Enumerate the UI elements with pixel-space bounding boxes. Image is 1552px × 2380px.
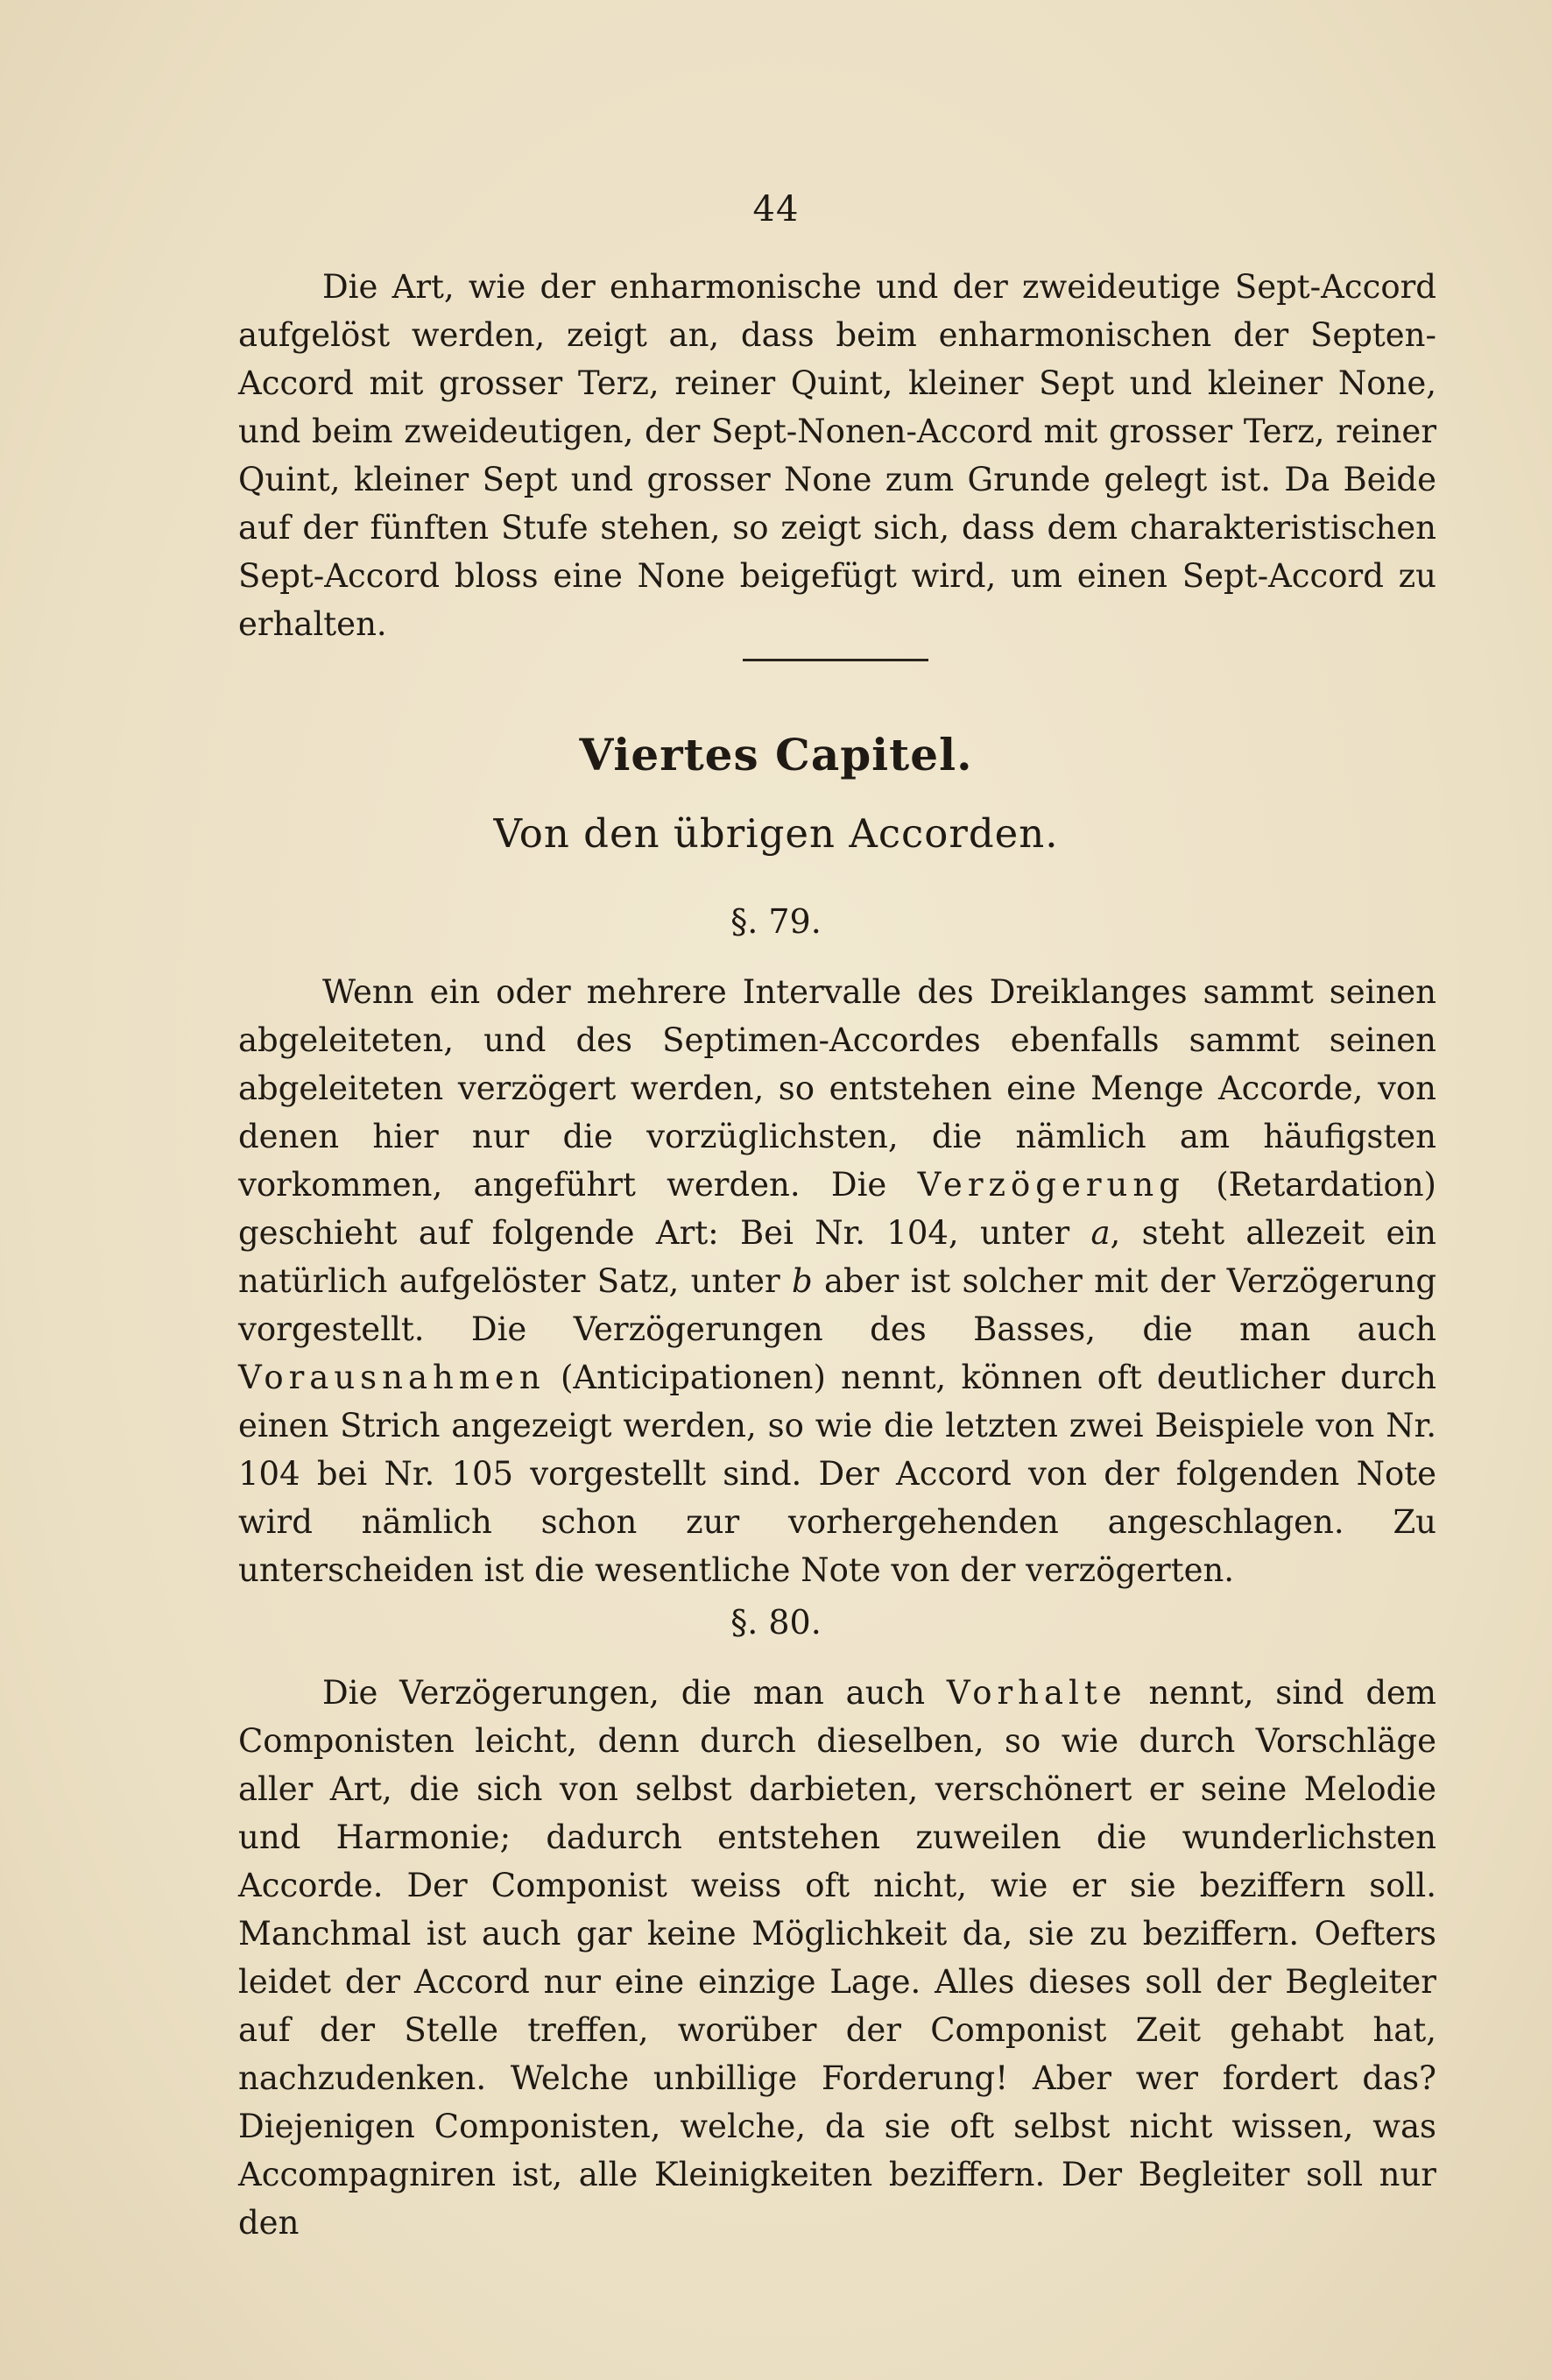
term-vorhalte: Vorhalte (946, 1674, 1127, 1712)
section-80-text-part-1: Die Verzögerungen, die man auch (322, 1674, 926, 1712)
section-80-paragraph (238, 1669, 1436, 2247)
chapter-subtitle: Von den übrigen Accorden. (493, 810, 1059, 857)
variable-a: a (1090, 1214, 1111, 1252)
section-79-text-block (238, 968, 1436, 1594)
chapter-title: Viertes Capitel. (579, 729, 973, 780)
section-79-text-part-5: (Anticipationen) nennt, können oft deutlicher durch einen Strich angezeigt werden, so wie die letzten zwei Beispiele von Nr. 104 bei Nr. 105 vorgestellt sind. Der Accord von der folgenden Note wird nämlich schon zur vorhergehenden angeschlagen. Zu unterscheiden ist die wesentliche Note von der verzögerten. (238, 1359, 1436, 1589)
term-vorausnahmen: Vorausnahmen (238, 1359, 546, 1396)
section-divider-rule (743, 659, 928, 661)
page-number: 44 (752, 189, 800, 230)
section-79-paragraph (238, 968, 1436, 1594)
section-80-heading: §. 80. (730, 1603, 822, 1642)
section-79-text-part-1: Wenn ein oder mehrere Intervalle des Dreiklanges sammt seinen abgeleiteten, und des Septimen-Accordes ebenfalls sammt seinen abgeleiteten verzögert werden, so entstehen eine Menge Accorde, von denen hier nur die vorzüglichsten, die nämlich am häufigsten vorkommen, angeführt werden. Die (238, 973, 1436, 1204)
variable-b: b (792, 1262, 813, 1300)
section-80-text-part-2: nennt, sind dem Componisten leicht, denn durch dieselben, so wie durch Vorschläge aller Art, die sich von selbst darbieten, verschönert er seine Melodie und Harmonie; dadurch entstehen zuweilen die wunderlichsten Accorde. Der Componist weiss oft nicht, wie er sie beziffern soll. Manchmal ist auch gar keine Möglichkeit da, sie zu beziffern. Oefters leidet der Accord nur eine einzige Lage. Alles dieses soll der Begleiter auf der Stelle treffen, worüber der Componist Zeit gehabt hat, nachzudenken. Welche unbillige Forderung! Aber wer fordert das? Diejenigen Componisten, welche, da sie oft selbst nicht wissen, was Accompagniren ist, alle Kleinigkeiten beziffern. Der Begleiter soll nur den (238, 1674, 1437, 2242)
intro-paragraph: Die Art, wie der enharmonische und der zweideutige Sept-Accord aufgelöst werden, zeigt an, dass beim enharmonischen der Septen-Accord mit grosser Terz, reiner Quint, kleiner Sept und kleiner None, und beim zweideutigen, der Sept-Nonen-Accord mit grosser Terz, reiner Quint, kleiner Sept und grosser None zum Grunde gelegt ist. Da Beide auf der fünften Stufe stehen, so zeigt sich, dass dem charakteristischen Sept-Accord bloss eine None beigefügt wird, um einen Sept-Accord zu erhalten. (238, 268, 1436, 643)
section-79-heading: §. 79. (730, 902, 822, 941)
intro-text-block (238, 263, 1436, 648)
section-79-text-part-2: (Retardation) geschieht auf folgende Art: Bei Nr. 104, unter (238, 1166, 1436, 1252)
section-79-text-part-3: , steht allezeit ein natürlich aufgelöster Satz, unter (238, 1214, 1436, 1300)
term-verzoegerung: Verzögerung (917, 1166, 1185, 1204)
section-80-text-block (238, 1669, 1436, 2247)
section-79-text-part-4: aber ist solcher mit der Verzögerung vorgestellt. Die Verzögerungen des Basses, die man auch (238, 1262, 1437, 1348)
